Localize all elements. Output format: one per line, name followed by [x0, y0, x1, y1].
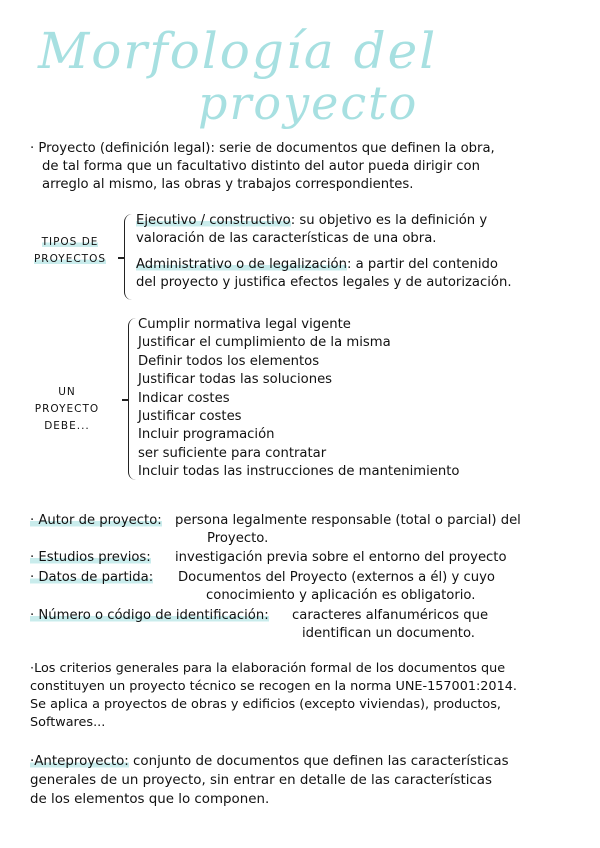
- autor-term: · Autor de proyecto:: [30, 513, 162, 528]
- definition-line-3: arreglo al mismo, las obras y trabajos correspondientes.: [42, 177, 414, 192]
- list-item: Justificar todas las soluciones: [138, 372, 333, 388]
- list-item: Justificar el cumplimiento de la misma: [138, 335, 391, 351]
- tipos-label-line-2: PROYECTOS: [33, 253, 107, 265]
- numero-row: [30, 607, 585, 643]
- tipos-brace: [124, 214, 133, 300]
- criterios-paragraph: [30, 660, 580, 732]
- definition-line-2: de tal forma que un facultativo distinto del autor pueda dirigir con: [42, 159, 480, 174]
- debe-label-line-3: DEBE...: [44, 420, 90, 432]
- list-item: Cumplir normativa legal vigente: [138, 317, 351, 332]
- tipos-list: [136, 212, 512, 292]
- datos-row: [30, 569, 585, 605]
- debe-brace: [128, 318, 137, 480]
- anteproyecto-line-2: generales de un proyecto, sin entrar en detalle de las características: [30, 773, 492, 788]
- autor-line-2: Proyecto.: [207, 531, 269, 546]
- admin-term: Administrativo o de legalización: [136, 257, 347, 272]
- criterios-line-1: ·Los criterios generales para la elaboración formal de los documentos que: [30, 661, 506, 676]
- autor-line-1: persona legalmente responsable (total o parcial) del: [175, 513, 521, 528]
- list-item: Incluir programación: [138, 427, 275, 443]
- list-item: Incluir todas las instrucciones de mantenimiento: [138, 464, 460, 480]
- page-title: [38, 22, 578, 132]
- list-item: Justificar costes: [138, 409, 242, 425]
- estudios-row: [30, 549, 585, 567]
- debe-label-line-2: PROYECTO: [34, 403, 100, 415]
- numero-line-2: identifican un documento.: [302, 626, 476, 641]
- title-line-1: Morfología del: [38, 22, 438, 80]
- anteproyecto-line-3: de los elementos que lo componen.: [30, 792, 270, 807]
- definition-line-1: : serie de documentos que definen la obra,: [210, 141, 495, 156]
- autor-row: [30, 512, 585, 548]
- definition-term: Proyecto (definición legal): [38, 141, 211, 156]
- admin-line-1: : a partir del contenido: [346, 257, 498, 272]
- ejecutivo-term: Ejecutivo / constructivo: [136, 213, 291, 228]
- definition-paragraph: · Proyecto (definición legal): serie de documentos que definen la obra, de tal forma que un facultativo distinto del autor pueda dirigir con arreglo al mismo, las obras y trabajos correspondientes.: [30, 140, 580, 194]
- list-item: Definir todos los elementos: [138, 353, 320, 369]
- ejecutivo-line-1: : su objetivo es la definición y: [290, 213, 488, 228]
- list-item: Indicar costes: [138, 390, 230, 406]
- debe-label-line-1: UN: [58, 386, 76, 398]
- debe-list: [138, 316, 459, 482]
- datos-line-2: conocimiento y aplicación es obligatorio.: [206, 588, 476, 603]
- title-line-2: proyecto: [198, 76, 419, 130]
- debe-label: [22, 384, 112, 435]
- estudios-term: · Estudios previos:: [30, 550, 151, 565]
- anteproyecto-paragraph: [30, 752, 580, 809]
- datos-line-1: Documentos del Proyecto (externos a él) y cuyo: [178, 570, 495, 585]
- anteproyecto-line-1: conjunto de documentos que definen las características: [128, 754, 509, 769]
- criterios-line-4: Softwares...: [30, 715, 106, 730]
- numero-term: · Número o código de identificación:: [30, 608, 269, 623]
- criterios-line-3: Se aplica a proyectos de obras y edificios (excepto viviendas), productos,: [30, 697, 501, 712]
- anteproyecto-term: ·Anteproyecto:: [30, 754, 129, 769]
- tipos-label-line-1: TIPOS DE: [41, 236, 99, 248]
- list-item: ser suficiente para contratar: [138, 445, 327, 461]
- admin-line-2: del proyecto y justifica efectos legales y de autorización.: [136, 275, 512, 290]
- numero-line-1: caracteres alfanuméricos que: [292, 608, 489, 623]
- ejecutivo-line-2: valoración de las características de una obra.: [136, 231, 437, 246]
- estudios-line-1: investigación previa sobre el entorno del proyecto: [175, 550, 507, 565]
- tipos-label: [30, 234, 110, 268]
- datos-term: · Datos de partida:: [30, 570, 154, 585]
- criterios-line-2: constituyen un proyecto técnico se recogen en la norma UNE-157001:2014.: [30, 679, 517, 694]
